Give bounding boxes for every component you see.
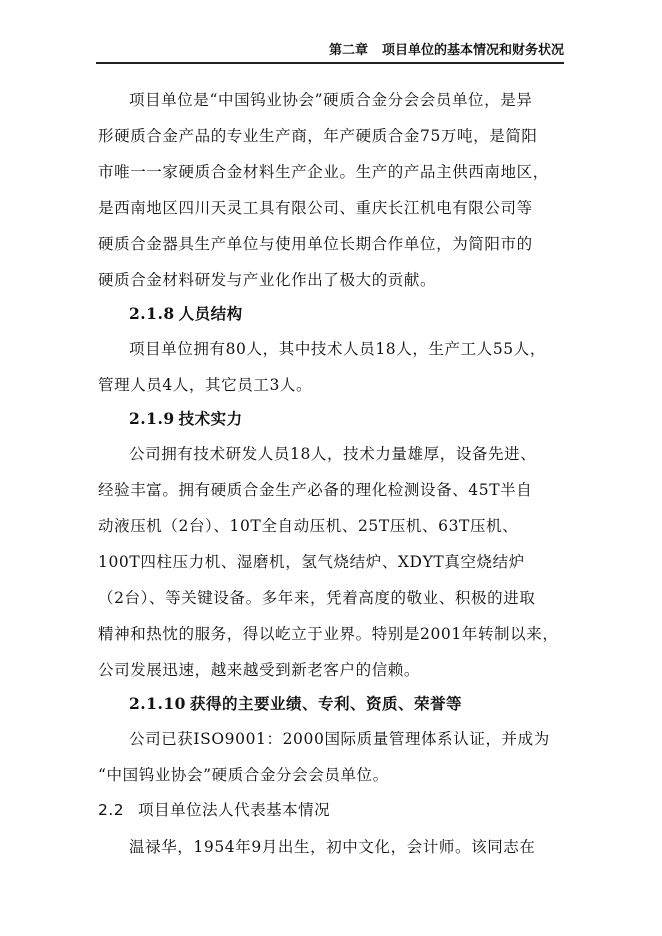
paragraph-line: 公司拥有技术研发人员18人，技术力量雄厚，设备先进、 <box>129 445 537 463</box>
paragraph-line: 100T四柱压力机、湿磨机，氢气烧结炉、XDYT真空烧结炉 <box>98 553 525 571</box>
paragraph-line: 温禄华，1954年9月出生，初中文化，会计师。该同志在 <box>129 838 536 856</box>
paragraph-line: 公司发展迅速，越来越受到新老客户的信赖。 <box>98 661 421 679</box>
paragraph-line: （2台）、等关键设备。多年来，凭着高度的敬业、积极的进取 <box>98 589 536 607</box>
heading-number: 2.1.10 <box>129 694 186 713</box>
paragraph-line: 公司已获ISO9001：2000国际质量管理体系认证，并成为 <box>129 730 550 748</box>
heading-number: 2.1.9 <box>129 409 175 428</box>
paragraph-line: 项目单位拥有80人，其中技术人员18人，生产工人55人， <box>129 340 546 358</box>
heading-title: 获得的主要业绩、专利、资质、荣誉等 <box>189 694 462 713</box>
section-heading <box>129 408 243 430</box>
paragraph-line: 经验丰富。拥有硬质合金生产必备的理化检测设备、45T半自 <box>98 481 533 499</box>
page-header <box>96 40 564 64</box>
paragraph-line: 项目单位是“中国钨业协会”硬质合金分会会员单位，是异 <box>129 91 533 109</box>
section-heading-2-2 <box>98 799 330 821</box>
chapter-label: 第二章 <box>328 43 368 58</box>
paragraph-line: 是西南地区四川天灵工具有限公司、重庆长江机电有限公司等 <box>98 199 533 217</box>
paragraph-line: 形硬质合金产品的专业生产商，年产硬质合金75万吨，是简阳 <box>98 127 538 145</box>
paragraph-line: 硬质合金器具生产单位与使用单位长期合作单位，为简阳市的 <box>98 235 533 253</box>
section-heading <box>129 303 243 325</box>
paragraph-line: 动液压机（2台）、10T全自动压机、25T压机、63T压机、 <box>98 517 519 535</box>
paragraph-line: 硬质合金材料研发与产业化作出了极大的贡献。 <box>98 271 437 289</box>
paragraph-line: 市唯一一家硬质合金材料生产企业。生产的产品主供西南地区， <box>98 163 549 181</box>
heading-title: 人员结构 <box>178 304 243 323</box>
heading-number: 2.2 <box>98 801 125 819</box>
paragraph-line: “中国钨业协会”硬质合金分会会员单位。 <box>98 766 389 784</box>
heading-number: 2.1.8 <box>129 304 175 323</box>
section-heading <box>129 693 462 715</box>
paragraph-line: 精神和热忱的服务，得以屹立于业界。特别是2001年转制以来， <box>98 625 559 643</box>
paragraph-line: 管理人员4人，其它员工3人。 <box>98 376 313 394</box>
heading-title: 项目单位法人代表基本情况 <box>138 801 331 819</box>
heading-title: 技术实力 <box>178 409 243 428</box>
chapter-title: 项目单位的基本情况和财务状况 <box>381 43 564 58</box>
